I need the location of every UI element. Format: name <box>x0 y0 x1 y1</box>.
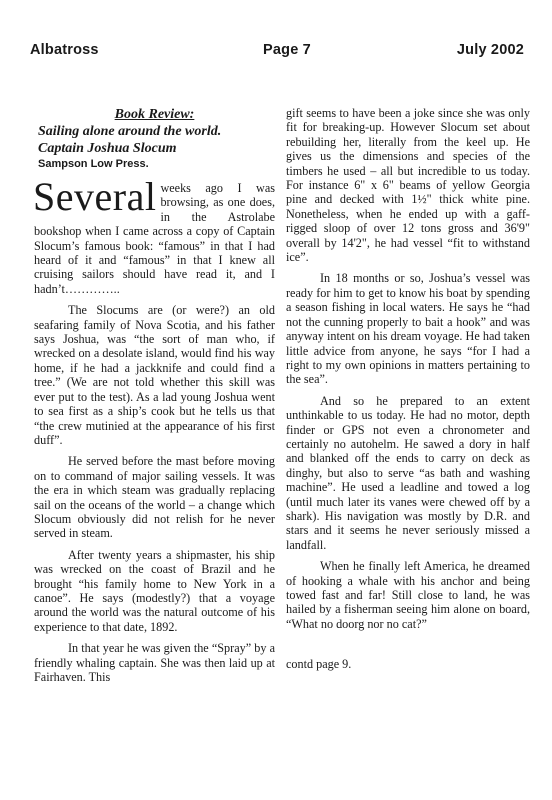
left-column <box>34 106 275 684</box>
paragraph-7: In 18 months or so, Joshua’s vessel was ready for him to get to know his boat by spending a season fishing in local waters. He says he “had not the cunning properly to bait a hook” and was anyway intent on his dream voyage. He had taken little advice from anyone, he says “for I had a right to my own opinions in matters pertaining to the sea”. <box>286 271 530 387</box>
paragraph-3: He served before the mast before moving on to command of major sailing vessels. It was the era in which steam was gradually replacing sail on the oceans of the world – a change which Slocum obviously did not relish for he never served in steam. <box>34 454 275 541</box>
drop-cap-word: Several <box>33 174 157 219</box>
book-publisher: Sampson Low Press. <box>38 158 149 170</box>
review-title-block <box>34 106 275 171</box>
paragraph-6: gift seems to have been a joke since she was only fit for breaking-up. However Slocum set about rebuilding her, literally from the keel up. He gives us the dimensions and species of the timbers he used – all but incredible to us today. For instance 6" x 6" beams of yellow Georgia pine and decked with 1½" thick white pine. Nonetheless, when he ended up with a gaff-rigged sloop of over 12 tons gross and 36'9" overall by 14'2", he had vessel “fit to withstand ice”. <box>286 106 530 265</box>
right-column <box>286 106 530 672</box>
paragraph-1 <box>33 174 275 296</box>
issue-date: July 2002 <box>456 42 524 58</box>
newsletter-name: Albatross <box>30 42 99 58</box>
paragraph-5: In that year he was given the “Spray” by a friendly whaling captain. She was then laid up at Fairhaven. This <box>34 641 275 684</box>
page-header <box>30 42 524 64</box>
paragraph-1-text: weeks ago I was browsing, as one does, in the Astrolabe bookshop when I came across a copy of Captain Slocum’s famous book: “famous” in that I had heard of it and “famous” in that I knew all cruising sailors should have read it, and I hadn’t………….. <box>34 181 275 296</box>
page-number: Page 7 <box>263 42 311 58</box>
paragraph-4: After twenty years a shipmaster, his ship was wrecked on the coast of Brazil and he brought “his family home to New York in a canoe”. He says (modestly?) that a voyage around the world was the natural outcome of his experience to that date, 1892. <box>34 547 275 634</box>
book-title: Sailing alone around the world. <box>38 124 222 139</box>
book-author: Captain Joshua Slocum <box>38 141 177 156</box>
paragraph-9: When he finally left America, he dreamed of hooking a whale with his anchor and being towed fast and far! Still close to land, he was hailed by a fisherman seeing him alone on board, “What no doorg nor no cat?” <box>286 559 530 631</box>
paragraph-2: The Slocums are (or were?) an old seafaring family of Nova Scotia, and his father says Joshua, was “the sort of man who, if wrecked on a desolate island, would find his way home, if he had a jackknife and could find a tree.” (We are not told whether this skill was ever put to the test). As a lad young Joshua went to sea first as a ship’s cook but he tells us that “the crew mutinied at the appearance of his first duff”. <box>34 303 275 447</box>
paragraph-8: And so he prepared to an extent unthinkable to us today. He had no motor, depth finder or GPS not even a chronometer and certainly no autohelm. He sawed a dory in half and blanked off the ends to carry on deck as dinghy, but also to serve “as bath and washing machine”. He used a leadline and towed a log (until much later its vanes were chewed off by a shark). His navigation was mostly by D.R. and stars and it seems he never seriously missed a landfall. <box>286 393 530 552</box>
review-heading: Book Review: <box>114 107 195 122</box>
continued-note: contd page 9. <box>286 657 352 672</box>
